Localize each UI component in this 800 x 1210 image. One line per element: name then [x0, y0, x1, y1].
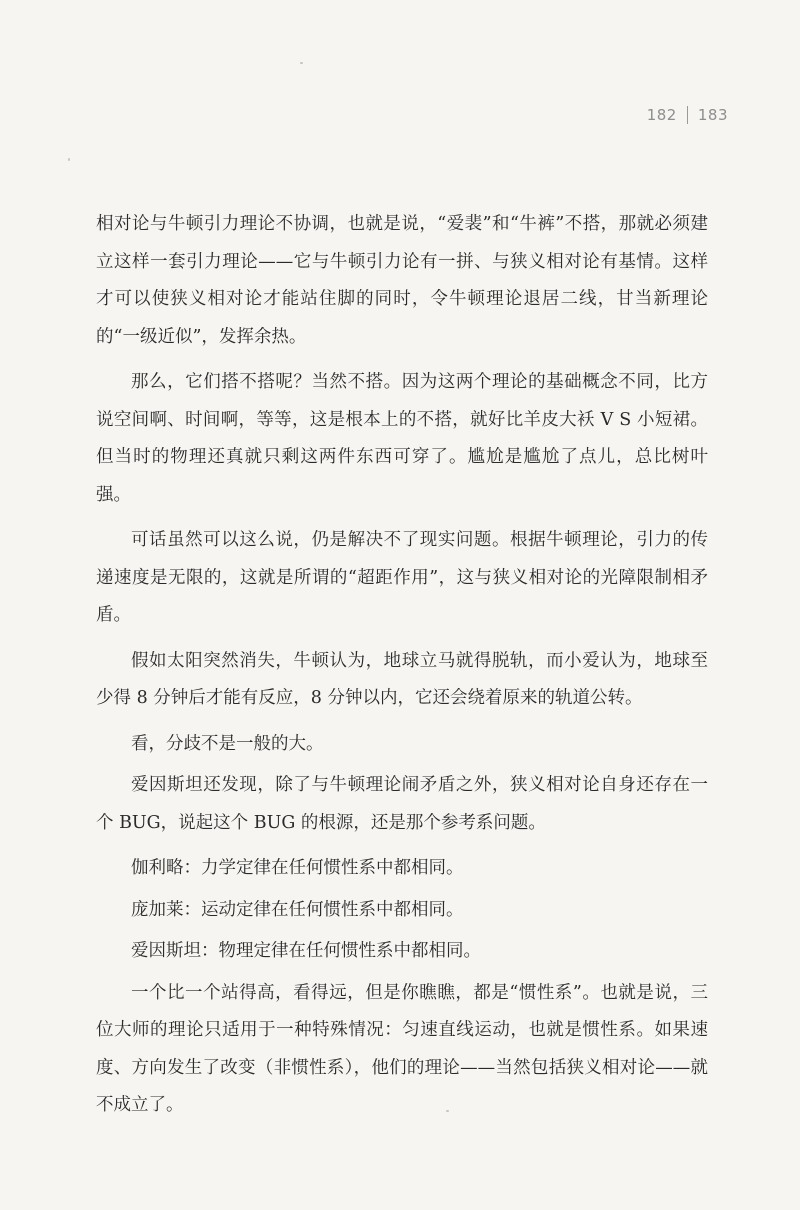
paragraph-5: 看，分歧不是一般的大。 — [131, 733, 324, 754]
page-header — [647, 106, 728, 124]
quote-galileo: 伽利略：力学定律在任何惯性系中都相同。 — [131, 858, 464, 878]
paragraph-3: 可话虽然可以这么说，仍是解决不了现实问题。根据牛顿理论，引力的传递速度是无限的，这就是所谓的“超距作用”，这与狭义相对论的光障限制相矛盾。 — [96, 530, 708, 625]
paragraph-2: 那么，它们搭不搭呢？当然不搭。因为这两个理论的基础概念不同，比方说空间啊、时间啊，等等，这是根本上的不搭，就好比羊皮大袄 V S 小短裙。但当时的物理还真就只剩这两件东西可穿了。尴尬是尴尬了点儿，总比树叶强。 — [96, 372, 708, 505]
paragraph-6: 爱因斯坦还发现，除了与牛顿理论闹矛盾之外，狭义相对论自身还存在一个 BUG，说起这个 BUG 的根源，还是那个参考系问题。 — [96, 775, 708, 833]
quote-einstein: 爱因斯坦：物理定律在任何惯性系中都相同。 — [131, 941, 481, 961]
quote-poincare: 庞加莱：运动定律在任何惯性系中都相同。 — [131, 899, 464, 920]
paragraph-1: 相对论与牛顿引力理论不协调，也就是说，“爱裴”和“牛裤”不搭，那就必须建立这样一套引力理论——它与牛顿引力论有一拼、与狭义相对论有基情。这样才可以使狭义相对论才能站住脚的同时，令牛顿理论退居二线，甘当新理论的“一级近似”，发挥余热。 — [96, 214, 708, 347]
body-text — [96, 206, 708, 1133]
page-number-left: 182 — [646, 106, 677, 124]
paper-speck — [300, 62, 303, 64]
page-number-divider — [687, 106, 688, 124]
paragraph-4: 假如太阳突然消失，牛顿认为，地球立马就得脱轨，而小爱认为，地球至少得 8 分钟后才能有反应，8 分钟以内，它还会绕着原来的轨道公转。 — [96, 650, 708, 708]
paper-speck — [68, 158, 70, 161]
paragraph-7: 一个比一个站得高，看得远，但是你瞧瞧，都是“惯性系”。也就是说，三位大师的理论只适用于一种特殊情况：匀速直线运动，也就是惯性系。如果速度、方向发生了改变（非惯性系），他们的理论——当然包括狭义相对论——就不成立了。 — [96, 982, 708, 1115]
page-number-right: 183 — [697, 106, 728, 124]
paper-speck — [446, 1110, 449, 1112]
